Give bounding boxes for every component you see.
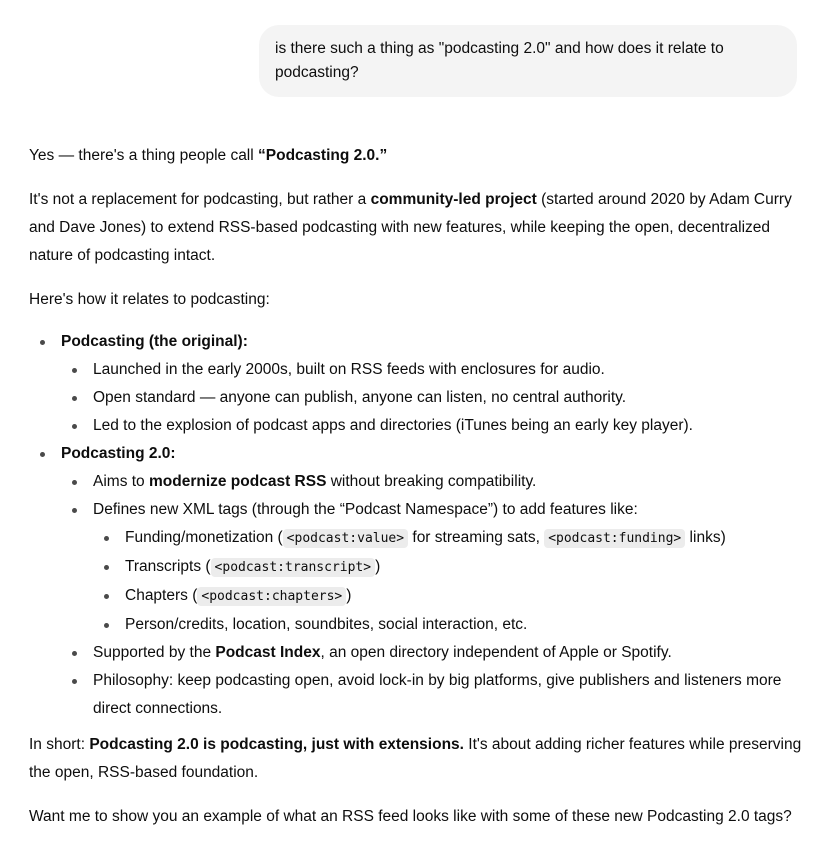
relates-paragraph: Here's how it relates to podcasting: xyxy=(29,291,270,308)
chapters-text-b: ) xyxy=(346,587,352,604)
supported-text-a: Supported by the xyxy=(93,644,216,661)
intro-paragraph xyxy=(29,142,809,170)
funding-text-a: Funding/monetization ( xyxy=(125,529,283,546)
podcasting-2-label: Podcasting 2.0: xyxy=(61,445,176,462)
bullet-icon xyxy=(72,651,77,656)
list-item xyxy=(61,667,809,723)
transcripts-text-a: Transcripts ( xyxy=(125,558,211,575)
bullet-icon xyxy=(104,536,109,541)
short-paragraph xyxy=(29,731,809,787)
list-item xyxy=(93,524,809,553)
transcripts-text-b: ) xyxy=(375,558,381,575)
aims-text-a: Aims to xyxy=(93,473,149,490)
list-item xyxy=(61,356,809,384)
features-sublist xyxy=(93,524,809,639)
bullet-icon xyxy=(104,565,109,570)
code-transcript-tag: <podcast:transcript> xyxy=(211,558,376,577)
bullet-icon xyxy=(104,594,109,599)
user-message-text: is there such a thing as "podcasting 2.0" and how does it relate to podcasting? xyxy=(275,40,724,81)
funding-text-c: links) xyxy=(685,529,726,546)
funding-text-b: for streaming sats, xyxy=(408,529,545,546)
short-text-a: In short: xyxy=(29,736,90,753)
intro-text: Yes — there's a thing people call xyxy=(29,147,259,164)
project-bold: community-led project xyxy=(370,191,537,208)
project-text-a: It's not a replacement for podcasting, but rather a xyxy=(29,191,371,208)
offer-paragraph: Want me to show you an example of what an RSS feed looks like with some of these new Podcasting 2.0 tags? xyxy=(29,808,792,825)
project-text-c: (started around 2020 by Adam Curry and Dave Jones) to extend RSS-based podcasting with new features, while keeping the open, decentralized nature of podcasting intact. xyxy=(29,191,792,264)
original-sublist xyxy=(61,356,809,440)
short-text-c: It's about adding richer features while preserving the open, RSS-based foundation. xyxy=(29,736,802,781)
aims-bold: modernize podcast RSS xyxy=(148,473,327,490)
project-paragraph xyxy=(29,186,809,270)
list-item xyxy=(61,468,809,496)
list-item-text: Led to the explosion of podcast apps and directories (iTunes being an early key player). xyxy=(93,417,693,434)
bullet-icon xyxy=(104,623,109,628)
assistant-response xyxy=(29,142,809,847)
list-item xyxy=(93,611,809,639)
list-item-text: Launched in the early 2000s, built on RSS feeds with enclosures for audio. xyxy=(93,361,605,378)
list-item xyxy=(61,496,809,639)
bullet-icon xyxy=(72,480,77,485)
podcasting-2-sublist xyxy=(61,468,809,723)
bullet-icon xyxy=(72,396,77,401)
bullet-icon xyxy=(72,368,77,373)
bullet-icon xyxy=(40,340,45,345)
defines-text: Defines new XML tags (through the “Podcast Namespace”) to add features like: xyxy=(93,501,638,518)
main-list xyxy=(29,328,809,723)
bullet-icon xyxy=(72,508,77,513)
original-label: Podcasting (the original): xyxy=(61,333,248,350)
list-item-podcasting-2 xyxy=(29,440,809,723)
list-item xyxy=(61,412,809,440)
list-item xyxy=(61,639,809,667)
list-item xyxy=(93,553,809,582)
person-text: Person/credits, location, soundbites, social interaction, etc. xyxy=(125,616,528,633)
bullet-icon xyxy=(40,452,45,457)
user-message-bubble xyxy=(259,25,797,97)
bullet-icon xyxy=(72,679,77,684)
code-value-tag: <podcast:value> xyxy=(283,529,408,548)
bullet-icon xyxy=(72,424,77,429)
code-chapters-tag: <podcast:chapters> xyxy=(197,587,346,606)
list-item-original xyxy=(29,328,809,440)
code-funding-tag: <podcast:funding> xyxy=(544,529,685,548)
intro-bold: “Podcasting 2.0.” xyxy=(258,147,388,164)
list-item xyxy=(61,384,809,412)
list-item-text: Open standard — anyone can publish, anyone can listen, no central authority. xyxy=(93,389,627,406)
podcast-index-bold: Podcast Index xyxy=(215,644,321,661)
supported-text-c: , an open directory independent of Apple or Spotify. xyxy=(320,644,672,661)
chapters-text-a: Chapters ( xyxy=(125,587,198,604)
list-item xyxy=(93,582,809,611)
short-bold: Podcasting 2.0 is podcasting, just with extensions. xyxy=(89,736,464,753)
philosophy-text: Philosophy: keep podcasting open, avoid lock-in by big platforms, give publishers and listeners more direct connections. xyxy=(93,672,782,717)
aims-text-c: without breaking compatibility. xyxy=(326,473,537,490)
